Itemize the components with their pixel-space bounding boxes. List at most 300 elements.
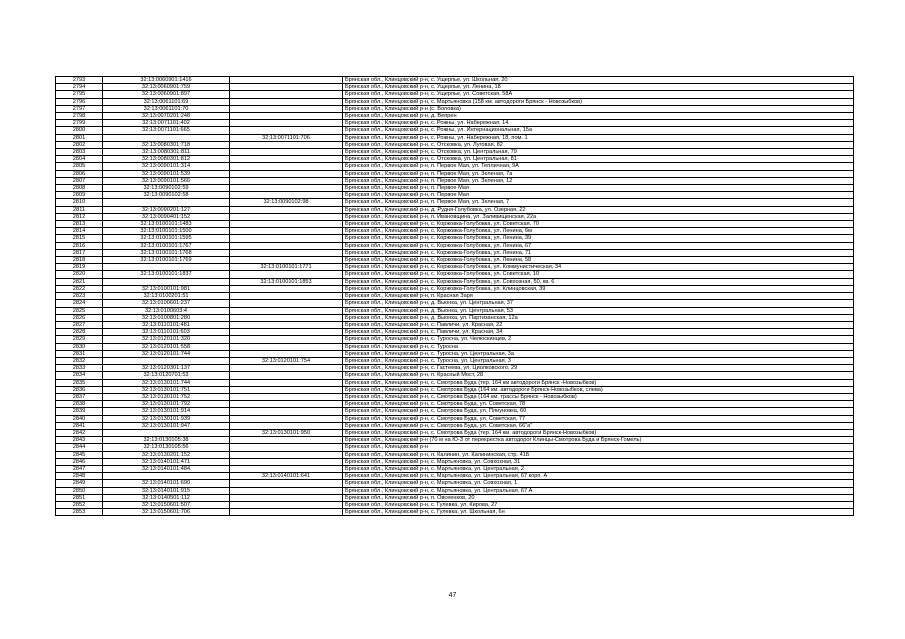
row-number-cell: 2814 <box>56 228 103 235</box>
address-cell: Брянская обл., Клинцовский р-н, с. Отсковка, ул. Центральная, 81 <box>343 156 854 163</box>
table-row <box>56 105 854 112</box>
row-number-cell: 2807 <box>56 177 103 184</box>
cadastral-number-alt-cell <box>230 98 343 105</box>
cadastral-number-cell: 32:13:0140501:112 <box>103 494 230 501</box>
cadastral-number-cell: 32:13:0130101:752 <box>103 393 230 400</box>
table-row <box>56 494 854 501</box>
row-number-cell: 2819 <box>56 264 103 271</box>
cadastral-number-alt-cell: 32:13:0100101:1771 <box>230 264 343 271</box>
cadastral-number-alt-cell <box>230 149 343 156</box>
cadastral-number-cell: 32:13:0120701:53 <box>103 372 230 379</box>
cadastral-number-alt-cell <box>230 451 343 458</box>
cadastral-number-alt-cell <box>230 285 343 292</box>
cadastral-number-cell: 32:13:0150601:706 <box>103 509 230 516</box>
page-number: 47 <box>448 592 457 599</box>
cadastral-number-alt-cell: 32:13:0100101:1853 <box>230 278 343 285</box>
table-row <box>56 293 854 300</box>
address-cell: Брянская обл., Клинцовский р-н, с. Мартьяновка, ул. Центральная, 67 А <box>343 487 854 494</box>
cadastral-number-cell: 32:13:0100101:1769 <box>103 257 230 264</box>
cadastral-number-alt-cell <box>230 321 343 328</box>
table-row <box>56 221 854 228</box>
row-number-cell: 2822 <box>56 285 103 292</box>
cadastral-number-alt-cell <box>230 271 343 278</box>
cadastral-number-cell: 32:13:0140101:484 <box>103 465 230 472</box>
address-cell: Брянская обл., Клинцовский р-н, с. Отсковка, ул. Центральная, 79 <box>343 149 854 156</box>
cadastral-number-cell: 32:13:0060901:759 <box>103 84 230 91</box>
address-cell: Брянская обл., Клинцовский р-н, с. Смотрова Буда (164 км. трассы Брянск - Новозыбков) <box>343 393 854 400</box>
address-cell: Брянская обл., Клинцовский р-н (70 м на Ю-З от перекрестка автодорог Клинцы-Смотрова Буда и Брянск-Гомель) <box>343 437 854 444</box>
cadastral-number-alt-cell <box>230 458 343 465</box>
cadastral-number-alt-cell <box>230 206 343 213</box>
table-row <box>56 379 854 386</box>
table-row <box>56 314 854 321</box>
table-row <box>56 386 854 393</box>
cadastral-number-alt-cell <box>230 444 343 451</box>
table-row <box>56 393 854 400</box>
cadastral-number-alt-cell <box>230 422 343 429</box>
cadastral-number-cell: 32:13:0100603:4 <box>103 307 230 314</box>
row-number-cell: 2832 <box>56 357 103 364</box>
table-row <box>56 199 854 206</box>
row-number-cell: 2847 <box>56 465 103 472</box>
row-number-cell: 2850 <box>56 487 103 494</box>
cadastral-number-cell: 32:13:0060901:1416 <box>103 77 230 84</box>
table-row <box>56 480 854 487</box>
cadastral-registry-table <box>55 76 854 516</box>
table-row <box>56 501 854 508</box>
table-row <box>56 509 854 516</box>
row-number-cell: 2809 <box>56 192 103 199</box>
cadastral-number-alt-cell <box>230 77 343 84</box>
table-row <box>56 350 854 357</box>
cadastral-number-alt-cell <box>230 213 343 220</box>
row-number-cell: 2818 <box>56 257 103 264</box>
cadastral-number-cell <box>103 278 230 285</box>
cadastral-number-alt-cell <box>230 120 343 127</box>
cadastral-number-alt-cell <box>230 307 343 314</box>
cadastral-number-alt-cell <box>230 300 343 307</box>
cadastral-number-cell: 32:13:0100201:51 <box>103 293 230 300</box>
table-row <box>56 336 854 343</box>
cadastral-number-alt-cell <box>230 91 343 98</box>
address-cell: Брянская обл., Клинцовский р-н, п. Первое Мая, ул. Зеленая, 7 <box>343 199 854 206</box>
row-number-cell: 2803 <box>56 149 103 156</box>
cadastral-number-alt-cell: 32:13:0130101:950 <box>230 429 343 436</box>
table-row <box>56 458 854 465</box>
cadastral-number-cell: 32:13:0130105:56 <box>103 444 230 451</box>
address-cell: Брянская обл., Клинцовский р-н, с. Мартьяновка, ул. Центральная, 67 корп. А <box>343 473 854 480</box>
row-number-cell: 2820 <box>56 271 103 278</box>
address-cell: Брянская обл., Клинцовский р-н, с. Смотрова Буда, ул. Советская, 78 <box>343 401 854 408</box>
cadastral-number-cell: 32:13:0130101:939 <box>103 415 230 422</box>
table-row <box>56 271 854 278</box>
cadastral-number-alt-cell <box>230 185 343 192</box>
address-cell: Брянская обл., Клинцовский р-н, с. Туросна, ул. Центральная, 3а <box>343 350 854 357</box>
address-cell: Брянская обл., Клинцовский р-н, с. Смотрова Буда, ул. Советская, 77 <box>343 415 854 422</box>
cadastral-number-cell <box>103 134 230 141</box>
address-cell: Брянская обл., Клинцовский р-н, с. Ущерпье, ул. Школьная, 20 <box>343 77 854 84</box>
row-number-cell: 2848 <box>56 473 103 480</box>
row-number-cell: 2796 <box>56 98 103 105</box>
cadastral-number-alt-cell: 32:13:0090102:98 <box>230 199 343 206</box>
table-row <box>56 278 854 285</box>
address-cell: Брянская обл., Клинцовский р-н, п. Овсеенков, 20 <box>343 494 854 501</box>
row-number-cell: 2804 <box>56 156 103 163</box>
row-number-cell: 2799 <box>56 120 103 127</box>
address-cell: Брянская обл., Клинцовский р-н, с. Рожны, ул. Интернациональная, 15а <box>343 127 854 134</box>
row-number-cell: 2797 <box>56 105 103 112</box>
cadastral-number-cell: 32:13:0100101:1595 <box>103 235 230 242</box>
address-cell: Брянская обл., Клинцовский р-н, с. Ущерпье, ул. Советская, 58А <box>343 91 854 98</box>
table-row <box>56 206 854 213</box>
row-number-cell: 2805 <box>56 163 103 170</box>
row-number-cell: 2841 <box>56 422 103 429</box>
table-row <box>56 120 854 127</box>
table-row <box>56 113 854 120</box>
table-row <box>56 343 854 350</box>
row-number-cell: 2843 <box>56 437 103 444</box>
table-row <box>56 177 854 184</box>
cadastral-number-cell: 32:13:0110101:481 <box>103 321 230 328</box>
cadastral-number-cell: 32:13:0080301:812 <box>103 156 230 163</box>
cadastral-number-cell: 32:13:0060901:897 <box>103 91 230 98</box>
address-cell: Брянская обл., Клинцовский р-н, с. Коржовка-Голубовка, ул. Совхозная, 50, кв. 6 <box>343 278 854 285</box>
table-row <box>56 257 854 264</box>
address-cell: Брянская обл., Клинцовский р-н, с. Гастеева, ул. Циолковского, 29 <box>343 365 854 372</box>
address-cell: Брянская обл., Клинцовский р-н, с. Гулевка, ул. Кирова, 27 <box>343 501 854 508</box>
table-row <box>56 415 854 422</box>
cadastral-number-cell: 32:13:0130201:152 <box>103 451 230 458</box>
cadastral-number-alt-cell <box>230 192 343 199</box>
cadastral-number-cell: 32:13:0100101:1837 <box>103 271 230 278</box>
cadastral-number-alt-cell <box>230 314 343 321</box>
table-row <box>56 444 854 451</box>
cadastral-number-alt-cell <box>230 293 343 300</box>
cadastral-number-alt-cell <box>230 105 343 112</box>
cadastral-number-cell: 32:13:0061101:70 <box>103 105 230 112</box>
cadastral-number-cell: 32:13:0130101:751 <box>103 386 230 393</box>
table-row <box>56 473 854 480</box>
cadastral-number-alt-cell <box>230 408 343 415</box>
table-row <box>56 77 854 84</box>
address-cell: Брянская обл., Клинцовский р-н, с. Коржовка-Голубовка, ул. Советская, 10 <box>343 271 854 278</box>
row-number-cell: 2849 <box>56 480 103 487</box>
address-cell: Брянская обл., Клинцовский р-н, с. Мартьяновка, ул. Центральная, 2 <box>343 465 854 472</box>
table-row <box>56 84 854 91</box>
cadastral-number-cell <box>103 473 230 480</box>
address-cell: Брянская обл., Клинцовский р-н, п. Первое Мая <box>343 185 854 192</box>
row-number-cell: 2827 <box>56 321 103 328</box>
cadastral-number-alt-cell <box>230 336 343 343</box>
address-cell: Брянская обл., Клинцовский р-н, с. Ущерпье, ул. Ленина, 18 <box>343 84 854 91</box>
address-cell: Брянская обл., Клинцовский р-н, п. Первое Мая, ул. Тепличная, 9А <box>343 163 854 170</box>
cadastral-number-cell: 32:13:0080301:718 <box>103 141 230 148</box>
address-cell: Брянская обл., Клинцовский р-н, с. Смотрова Буда (тер. 164 км автодороги Брянск -Новозыбков) <box>343 379 854 386</box>
cadastral-number-alt-cell <box>230 249 343 256</box>
address-cell: Брянская обл., Клинцовский р-н, п. Ивановщина, ул. Заливищенская, 22а <box>343 213 854 220</box>
cadastral-number-alt-cell <box>230 494 343 501</box>
address-cell: Брянская обл., Клинцовский р-н, с. Гулевка, ул. Школьная, 6н <box>343 509 854 516</box>
table-row <box>56 487 854 494</box>
table-row <box>56 264 854 271</box>
address-cell: Брянская обл., Клинцовский р-н, с. Отсковка, ул. Луговая, 82 <box>343 141 854 148</box>
cadastral-number-cell: 32:13:0110101:603 <box>103 329 230 336</box>
cadastral-number-cell <box>103 264 230 271</box>
address-cell: Брянская обл., Клинцовский р-н, с. Смотрова Буда, ул. Плиуновка, 60 <box>343 408 854 415</box>
cadastral-number-cell: 32:13:0090401:152 <box>103 213 230 220</box>
cadastral-number-alt-cell <box>230 401 343 408</box>
row-number-cell: 2838 <box>56 401 103 408</box>
cadastral-number-cell: 32:13:0100101:1767 <box>103 242 230 249</box>
address-cell: Брянская обл., Клинцовский р-н, с. Туросна, ул. Челюскинцев, 2 <box>343 336 854 343</box>
cadastral-number-cell: 32:13:0140101:915 <box>103 487 230 494</box>
row-number-cell: 2821 <box>56 278 103 285</box>
row-number-cell: 2831 <box>56 350 103 357</box>
row-number-cell: 2798 <box>56 113 103 120</box>
table-row <box>56 437 854 444</box>
address-cell: Брянская обл., Клинцовский р-н, с. Смотрова Буда (164 км. автодороги Брянск-Новозыбков, слева) <box>343 386 854 393</box>
cadastral-number-cell: 32:13:0120101:744 <box>103 350 230 357</box>
cadastral-number-cell: 32:13:0130101:914 <box>103 408 230 415</box>
cadastral-number-cell: 32:13:0130101:947 <box>103 422 230 429</box>
cadastral-number-cell: 32:13:0090101:314 <box>103 163 230 170</box>
cadastral-number-alt-cell: 32:13:0120101:754 <box>230 357 343 364</box>
row-number-cell: 2844 <box>56 444 103 451</box>
cadastral-number-alt-cell <box>230 415 343 422</box>
cadastral-number-cell: 32:13:0070201:248 <box>103 113 230 120</box>
address-cell: Брянская обл., Клинцовский р-н, с. Рожны, ул. Набережная, 14 <box>343 120 854 127</box>
address-cell: Брянская обл., Клинцовский р-н, д. Выонка, ул. Партизанская, 12а <box>343 314 854 321</box>
table-row <box>56 213 854 220</box>
cadastral-number-cell: 32:13:0100801:280 <box>103 314 230 321</box>
table-row <box>56 127 854 134</box>
table-row <box>56 408 854 415</box>
cadastral-number-alt-cell <box>230 177 343 184</box>
address-cell: Брянская обл., Клинцовский р-н, д. Выонка, ул. Центральная, 53 <box>343 307 854 314</box>
cadastral-number-alt-cell <box>230 350 343 357</box>
cadastral-number-alt-cell <box>230 170 343 177</box>
row-number-cell: 2794 <box>56 84 103 91</box>
table-row <box>56 401 854 408</box>
cadastral-number-alt-cell <box>230 465 343 472</box>
table-row <box>56 156 854 163</box>
cadastral-number-cell: 32:13:0150601:507 <box>103 501 230 508</box>
address-cell: Брянская обл., Клинцовский р-н, с. Мартьяновка, ул. Совхозная, 1 <box>343 480 854 487</box>
row-number-cell: 2806 <box>56 170 103 177</box>
cadastral-number-cell: 32:13:0120301:137 <box>103 365 230 372</box>
address-cell: Брянская обл., Клинцовский р-н, с. Смотрова Буда (тер. 164 км. автодороги Брянск-Новозыбков) <box>343 429 854 436</box>
row-number-cell: 2851 <box>56 494 103 501</box>
address-cell: Брянская обл., Клинцовский р-н, с. Павличи, ул. Красная, 22 <box>343 321 854 328</box>
cadastral-number-cell: 32:13:0080301:811 <box>103 149 230 156</box>
row-number-cell: 2833 <box>56 365 103 372</box>
row-number-cell: 2823 <box>56 293 103 300</box>
row-number-cell: 2802 <box>56 141 103 148</box>
cadastral-number-alt-cell <box>230 329 343 336</box>
row-number-cell: 2815 <box>56 235 103 242</box>
cadastral-number-alt-cell <box>230 393 343 400</box>
row-number-cell: 2842 <box>56 429 103 436</box>
cadastral-number-cell <box>103 199 230 206</box>
address-cell: Брянская обл., Клинцовский р-н, п. Первое Мая, ул. Зеленая, 7а <box>343 170 854 177</box>
table-row <box>56 300 854 307</box>
cadastral-number-alt-cell <box>230 113 343 120</box>
cadastral-number-cell: 32:13:0090101:539 <box>103 170 230 177</box>
row-number-cell: 2824 <box>56 300 103 307</box>
address-cell: Брянская обл., Клинцовский р-н, с. Рожны, ул. Набережная, 18, пом. 1 <box>343 134 854 141</box>
table-row <box>56 98 854 105</box>
row-number-cell: 2793 <box>56 77 103 84</box>
address-cell: Брянская обл., Клинцовский р-н, д. Выонка, ул. Центральная, 37 <box>343 300 854 307</box>
table-row <box>56 465 854 472</box>
address-cell: Брянская обл., Клинцовский р-н, с. Коржовка-Голубовка, ул. Клинцовская, 39 <box>343 285 854 292</box>
cadastral-number-cell: 32:13:0090102:58 <box>103 192 230 199</box>
cadastral-number-cell: 32:13:0130101:792 <box>103 401 230 408</box>
cadastral-number-alt-cell <box>230 379 343 386</box>
row-number-cell: 2830 <box>56 343 103 350</box>
cadastral-number-alt-cell <box>230 509 343 516</box>
row-number-cell: 2839 <box>56 408 103 415</box>
cadastral-number-alt-cell <box>230 257 343 264</box>
row-number-cell: 2826 <box>56 314 103 321</box>
row-number-cell: 2808 <box>56 185 103 192</box>
cadastral-number-cell: 32:13:0120101:320 <box>103 336 230 343</box>
row-number-cell: 2828 <box>56 329 103 336</box>
address-cell: Брянская обл., Клинцовский р-н, с. Коржовка-Голубовка, ул. Ленина, 58 <box>343 257 854 264</box>
table-row <box>56 357 854 364</box>
cadastral-number-cell <box>103 357 230 364</box>
address-cell: Брянская обл., Клинцовский р-н, с. Мартьяновка (158 км. автодороги Брянск - Новозыбков) <box>343 98 854 105</box>
row-number-cell: 2840 <box>56 415 103 422</box>
row-number-cell: 2801 <box>56 134 103 141</box>
cadastral-number-alt-cell <box>230 141 343 148</box>
cadastral-number-cell: 32:13:0100101:981 <box>103 285 230 292</box>
table-row <box>56 372 854 379</box>
cadastral-number-cell: 32:13:0061101:69 <box>103 98 230 105</box>
table-body <box>56 77 854 516</box>
cadastral-number-alt-cell <box>230 84 343 91</box>
address-cell: Брянская обл., Клинцовский р-н, п. Калинин, ул. Калининская, стр. 41Б <box>343 451 854 458</box>
cadastral-number-cell: 32:13:0100101:1500 <box>103 228 230 235</box>
table-row <box>56 365 854 372</box>
cadastral-number-alt-cell <box>230 365 343 372</box>
address-cell: Брянская обл., Клинцовский р-н, с. Туросна, ул. Центральная, 3 <box>343 357 854 364</box>
row-number-cell: 2816 <box>56 242 103 249</box>
table-row <box>56 91 854 98</box>
address-cell: Брянская обл., Клинцовский р-н, п. Красная Заря <box>343 293 854 300</box>
cadastral-number-alt-cell <box>230 127 343 134</box>
table-row <box>56 242 854 249</box>
row-number-cell: 2845 <box>56 451 103 458</box>
cadastral-number-alt-cell <box>230 242 343 249</box>
cadastral-number-cell: 32:13:0090102:59 <box>103 185 230 192</box>
row-number-cell: 2813 <box>56 221 103 228</box>
table-row <box>56 141 854 148</box>
row-number-cell: 2811 <box>56 206 103 213</box>
cadastral-number-cell: 32:13:0100101:1483 <box>103 221 230 228</box>
cadastral-number-alt-cell <box>230 437 343 444</box>
table-row <box>56 134 854 141</box>
cadastral-number-alt-cell <box>230 501 343 508</box>
cadastral-number-cell <box>103 429 230 436</box>
address-cell: Брянская обл., Клинцовский р-н, с. Коржовка-Голубовка, ул. Советская, 70 <box>343 221 854 228</box>
table-row <box>56 321 854 328</box>
address-cell: Брянская обл., Клинцовский р-н <box>343 444 854 451</box>
cadastral-number-alt-cell <box>230 235 343 242</box>
cadastral-number-alt-cell <box>230 163 343 170</box>
row-number-cell: 2825 <box>56 307 103 314</box>
table-row <box>56 422 854 429</box>
row-number-cell: 2800 <box>56 127 103 134</box>
cadastral-number-cell: 32:13:0130101:744 <box>103 379 230 386</box>
row-number-cell: 2812 <box>56 213 103 220</box>
address-cell: Брянская обл., Клинцовский р-н, п. Первое Мая, ул. Зеленая, 12 <box>343 177 854 184</box>
cadastral-number-cell: 32:13:0100601:237 <box>103 300 230 307</box>
address-cell: Брянская обл., Клинцовский р-н, с. Коржовка-Голубовка, ул. Ленина, 67 <box>343 242 854 249</box>
address-cell: Брянская обл., Клинцовский р-н, п. Первое Мая <box>343 192 854 199</box>
row-number-cell: 2852 <box>56 501 103 508</box>
address-cell: Брянская обл., Клинцовский р-н, д. Рудня-Голубовка, ул. Озерная, 22 <box>343 206 854 213</box>
row-number-cell: 2837 <box>56 393 103 400</box>
cadastral-number-cell: 32:13:0100101:1768 <box>103 249 230 256</box>
cadastral-number-cell: 32:13:0140101:471 <box>103 458 230 465</box>
address-cell: Брянская обл., Клинцовский р-н (с. Воловка) <box>343 105 854 112</box>
table-row <box>56 235 854 242</box>
row-number-cell: 2835 <box>56 379 103 386</box>
cadastral-number-alt-cell <box>230 480 343 487</box>
table-row <box>56 228 854 235</box>
table-row <box>56 149 854 156</box>
cadastral-number-cell: 32:13:0090201:127 <box>103 206 230 213</box>
table-row <box>56 451 854 458</box>
row-number-cell: 2846 <box>56 458 103 465</box>
cadastral-number-cell: 32:13:0071101:402 <box>103 120 230 127</box>
table-row <box>56 170 854 177</box>
table-row <box>56 249 854 256</box>
table-row <box>56 429 854 436</box>
address-cell: Брянская обл., Клинцовский р-н, с. Коржовка-Голубовка, ул. Ленина, 6м <box>343 228 854 235</box>
address-cell: Брянская обл., Клинцовский р-н, с. Мартьяновка, ул. Совхозная, 31 <box>343 458 854 465</box>
cadastral-number-cell: 32:13:0140101:690 <box>103 480 230 487</box>
address-cell: Брянская обл., Клинцовский р-н, п. Красный Мост, 28 <box>343 372 854 379</box>
table-row <box>56 329 854 336</box>
row-number-cell: 2817 <box>56 249 103 256</box>
address-cell: Брянская обл., Клинцовский р-н, с. Туросна <box>343 343 854 350</box>
row-number-cell: 2853 <box>56 509 103 516</box>
table-row <box>56 185 854 192</box>
address-cell: Брянская обл., Клинцовский р-н, с. Коржовка-Голубовка, ул. Ленина, 39 <box>343 235 854 242</box>
cadastral-number-alt-cell <box>230 386 343 393</box>
row-number-cell: 2834 <box>56 372 103 379</box>
table-row <box>56 192 854 199</box>
table-row <box>56 285 854 292</box>
cadastral-number-alt-cell: 32:13:0140101:641 <box>230 473 343 480</box>
table-row <box>56 163 854 170</box>
row-number-cell: 2829 <box>56 336 103 343</box>
address-cell: Брянская обл., Клинцовский р-н, с. Смотрова Буда, ул. Советская, 66"а" <box>343 422 854 429</box>
cadastral-number-alt-cell <box>230 343 343 350</box>
cadastral-number-alt-cell: 32:13:0071101:706 <box>230 134 343 141</box>
address-cell: Брянская обл., Клинцовский р-н, с. Коржовка-Голубовка, ул. Коммунистическая, 34 <box>343 264 854 271</box>
cadastral-number-cell: 32:13:0120101:558 <box>103 343 230 350</box>
cadastral-number-cell: 32:13:0090101:566 <box>103 177 230 184</box>
cadastral-number-cell: 32:13:0071101:665 <box>103 127 230 134</box>
cadastral-number-alt-cell <box>230 228 343 235</box>
table-row <box>56 307 854 314</box>
row-number-cell: 2836 <box>56 386 103 393</box>
cadastral-number-alt-cell <box>230 221 343 228</box>
address-cell: Брянская обл., Клинцовский р-н, д. Вепрен <box>343 113 854 120</box>
